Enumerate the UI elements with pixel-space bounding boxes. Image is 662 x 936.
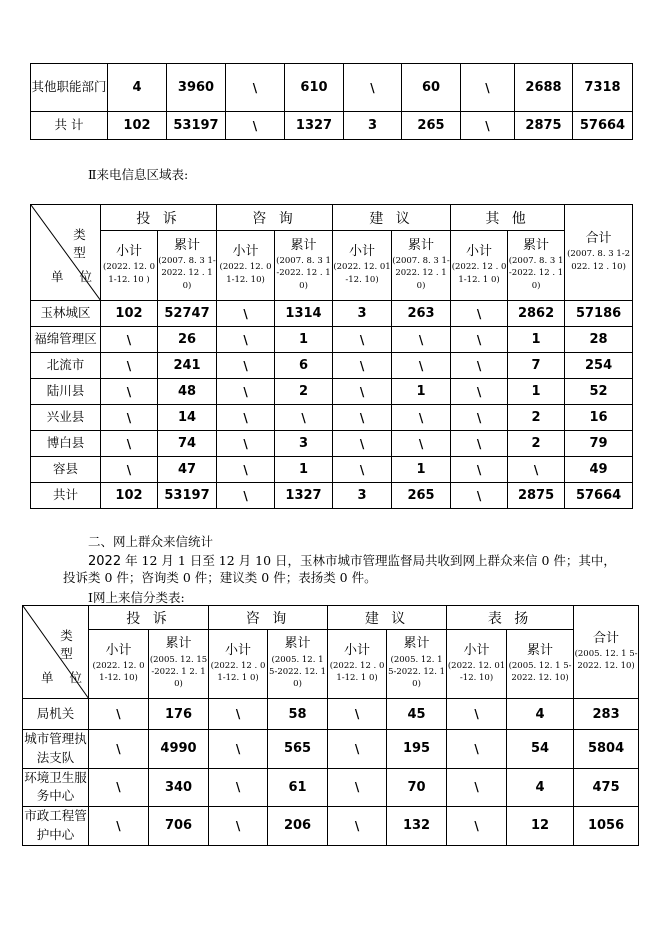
table-cell: 49	[565, 457, 633, 483]
table-cell: \	[217, 483, 275, 509]
table-cell: \	[451, 353, 508, 379]
table-cell: 176	[149, 699, 209, 730]
table-cell: \	[101, 405, 158, 431]
table-cell: \	[451, 301, 508, 327]
sub-header-range: (2007. 8. 3 1-2022. 12 . 10)	[508, 256, 564, 291]
table-cell: 1056	[574, 807, 639, 846]
table-row	[31, 405, 633, 431]
table-cell: 1	[392, 457, 451, 483]
table-cell: 3	[333, 483, 392, 509]
row-unit-label: 共 计	[31, 112, 108, 140]
table-cell: \	[101, 431, 158, 457]
section-2-paragraph-line-2: 投诉类 0 件；咨询类 0 件；建议类 0 件；表扬类 0 件。	[63, 570, 377, 585]
sub-header-range: (2007. 8. 3 1-2022. 12 . 10)	[158, 256, 216, 291]
table-cell: 60	[402, 64, 461, 112]
table-cell: 610	[285, 64, 344, 112]
table-cell: 475	[574, 768, 639, 807]
sub-header	[209, 630, 268, 699]
row-unit-label: 共计	[31, 483, 101, 509]
table-cell: \	[333, 457, 392, 483]
table-cell: \	[333, 405, 392, 431]
sub-header-range: (2022. 12 . 01-12. 1 0)	[451, 262, 507, 285]
section-2-heading: 二、网上群众来信统计	[88, 534, 214, 549]
sub-header	[387, 630, 447, 699]
group-header-suggest: 建 议	[333, 205, 451, 231]
table-cell: \	[451, 327, 508, 353]
table-cell: \	[226, 64, 285, 112]
sub-header	[333, 231, 392, 301]
table-cell: \	[447, 807, 507, 846]
table-cell: \	[209, 807, 268, 846]
row-unit-label: 其他职能部门	[31, 64, 108, 112]
table-cell: 4	[507, 768, 574, 807]
table-cell: \	[217, 353, 275, 379]
table-cell: \	[451, 483, 508, 509]
table-cell: 340	[149, 768, 209, 807]
sub-header	[275, 231, 333, 301]
sub-header-label: 小计	[115, 244, 142, 260]
table-cell: 265	[402, 112, 461, 140]
table-cell: \	[451, 457, 508, 483]
table-cell: \	[217, 327, 275, 353]
table-cell: 5804	[574, 730, 639, 769]
table-cell: \	[447, 699, 507, 730]
total-header	[574, 606, 639, 699]
table-cell: \	[333, 431, 392, 457]
sub-header-range: (2022. 12. 01-12. 10 )	[103, 262, 155, 285]
table-cell: 1	[508, 379, 565, 405]
table-cell: \	[328, 730, 387, 769]
sub-header	[217, 231, 275, 301]
table-cell: \	[451, 379, 508, 405]
table-row	[23, 807, 639, 846]
table-cell: \	[101, 327, 158, 353]
table-cell: 1	[275, 327, 333, 353]
table-cell: \	[392, 353, 451, 379]
table-cell: 3	[275, 431, 333, 457]
table-cell: 1327	[285, 112, 344, 140]
table-cell: 102	[108, 112, 167, 140]
table-cell: \	[451, 431, 508, 457]
row-unit-label: 局机关	[23, 699, 89, 730]
table-cell: 265	[392, 483, 451, 509]
group-header-suggest: 建 议	[328, 606, 447, 630]
table-cell: \	[392, 431, 451, 457]
table-cell: 2688	[515, 64, 573, 112]
table-cell: 4990	[149, 730, 209, 769]
para-line-1-text: 年 12 月 1 日至 12 月 10 日，玉林市城市管理监督局共收到网上群众来信 0 件；其中，	[121, 553, 616, 568]
row-unit-label: 兴业县	[31, 405, 101, 431]
row-unit-label: 博白县	[31, 431, 101, 457]
table-2-region	[30, 204, 633, 509]
table-cell: 102	[101, 301, 158, 327]
table-cell: 26	[158, 327, 217, 353]
table-cell: 57664	[573, 112, 633, 140]
table-cell: \	[101, 379, 158, 405]
sub-header-range: (2007. 8. 3 1-2022. 12 . 10)	[392, 256, 450, 291]
corner-cell	[23, 606, 89, 699]
para-year: 2022	[88, 554, 122, 569]
sub-header-range: (2022. 12 . 01-12. 1 0)	[329, 660, 385, 684]
sub-header-label: 小计	[344, 642, 371, 658]
table-row	[31, 431, 633, 457]
table-cell: 54	[507, 730, 574, 769]
table-cell: \	[447, 768, 507, 807]
table-cell: \	[209, 768, 268, 807]
table-cell: \	[275, 405, 333, 431]
sub-header	[149, 630, 209, 699]
sub-header	[158, 231, 217, 301]
group-header-other: 其 他	[451, 205, 565, 231]
table-cell: 2	[275, 379, 333, 405]
table-cell: 28	[565, 327, 633, 353]
sub-header-label: 小计	[225, 642, 252, 658]
sub-header-range: (2022. 12. 0 1-12. 10)	[92, 660, 145, 684]
table-cell: \	[392, 405, 451, 431]
table-cell: 16	[565, 405, 633, 431]
group-header-consult: 咨 询	[209, 606, 328, 630]
table-cell: 12	[507, 807, 574, 846]
table-cell: \	[217, 379, 275, 405]
table-cell: \	[344, 64, 402, 112]
table-cell: 79	[565, 431, 633, 457]
table-cell: \	[328, 807, 387, 846]
table-cell: 132	[387, 807, 447, 846]
total-header	[565, 205, 633, 301]
sub-header-label: 累计	[403, 636, 430, 652]
sub-header-label: 累计	[527, 642, 554, 658]
sub-header	[268, 630, 328, 699]
sub-header-label: 小计	[349, 244, 376, 260]
sub-header-label: 小计	[232, 244, 259, 260]
table-cell: 3	[344, 112, 402, 140]
corner-type-label: 类 型	[73, 227, 92, 260]
table-row	[31, 64, 633, 112]
sub-header-range: (2022. 12. 01-12. 10)	[447, 660, 506, 684]
table-cell: \	[508, 457, 565, 483]
table-cell: \	[333, 379, 392, 405]
table-cell: 45	[387, 699, 447, 730]
table-cell: 1	[275, 457, 333, 483]
total-header-label: 合计	[593, 630, 620, 646]
total-header-range: (2005. 12. 1 5-2022. 12. 10)	[574, 648, 638, 672]
table-row	[31, 112, 633, 140]
sub-header-range: (2005. 12. 1 5-2022. 12. 10)	[388, 654, 446, 690]
table-cell: \	[333, 327, 392, 353]
row-unit-label: 城市管理执法支队	[23, 730, 89, 769]
table-cell: \	[89, 807, 149, 846]
table-cell: 1327	[275, 483, 333, 509]
table-cell: \	[217, 405, 275, 431]
table-cell: 61	[268, 768, 328, 807]
table-cell: 14	[158, 405, 217, 431]
sub-header	[447, 630, 507, 699]
table-cell: \	[209, 730, 268, 769]
table-cell: \	[101, 457, 158, 483]
table-cell: \	[392, 327, 451, 353]
table-cell: \	[209, 699, 268, 730]
table-cell: 263	[392, 301, 451, 327]
sub-header-label: 累计	[523, 237, 550, 253]
table-cell: \	[101, 353, 158, 379]
sub-header	[507, 630, 574, 699]
corner-unit-label: 单 位	[51, 269, 98, 284]
table-row	[23, 730, 639, 769]
table-cell: \	[461, 112, 515, 140]
table-row	[31, 327, 633, 353]
table-cell: 2	[508, 431, 565, 457]
table-cell: 1	[508, 327, 565, 353]
table-cell: \	[328, 699, 387, 730]
table-cell: 7318	[573, 64, 633, 112]
sub-header-label: 小计	[463, 642, 490, 658]
sub-header-range: (2005. 12. 15-2022. 1 2. 10)	[149, 654, 208, 690]
table-cell: 7	[508, 353, 565, 379]
table-3-online	[22, 605, 639, 846]
section-2-paragraph-line-1	[88, 551, 616, 569]
sub-header-range: (2022. 12. 01-12. 10)	[219, 262, 272, 285]
table-row	[31, 457, 633, 483]
row-unit-label: 福绵管理区	[31, 327, 101, 353]
table-cell: \	[89, 699, 149, 730]
table-cell: \	[226, 112, 285, 140]
group-header-complaint: 投 诉	[101, 205, 217, 231]
group-header-consult: 咨 询	[217, 205, 333, 231]
table-row	[31, 301, 633, 327]
table-1-tail	[30, 63, 633, 140]
table-cell: 70	[387, 768, 447, 807]
table-row	[31, 353, 633, 379]
table-row	[23, 768, 639, 807]
sub-header-label: 累计	[165, 636, 192, 652]
row-unit-label: 陆川县	[31, 379, 101, 405]
table-2-caption: Ⅱ来电信息区域表:	[88, 167, 189, 182]
sub-header	[101, 231, 158, 301]
corner-type-label: 类 型	[60, 628, 79, 661]
table-row	[31, 483, 633, 509]
sub-header-label: 小计	[466, 244, 493, 260]
sub-header-range: (2007. 8. 3 1-2022. 12 . 10)	[276, 256, 331, 291]
table-cell: 48	[158, 379, 217, 405]
table-cell: \	[328, 768, 387, 807]
sub-header	[451, 231, 508, 301]
table-cell: 3960	[167, 64, 226, 112]
table-cell: 52	[565, 379, 633, 405]
table-row	[23, 699, 639, 730]
sub-header-range: (2005. 12. 1 5-2022. 12. 10)	[508, 660, 572, 684]
table-cell: 6	[275, 353, 333, 379]
sub-header-range: (2022. 12 . 01-12. 1 0)	[210, 660, 266, 684]
table-cell: 2875	[508, 483, 565, 509]
row-unit-label: 北流市	[31, 353, 101, 379]
table-cell: 195	[387, 730, 447, 769]
table-cell: 58	[268, 699, 328, 730]
table-3-caption: Ⅰ网上来信分类表:	[88, 590, 185, 605]
total-header-range: (2007. 8. 3 1-2022. 12 . 10)	[567, 249, 631, 272]
table-cell: 74	[158, 431, 217, 457]
table-cell: 57664	[565, 483, 633, 509]
sub-header-range: (2005. 12. 1 5-2022. 12. 10)	[269, 654, 326, 690]
corner-unit-label: 单 位	[41, 670, 88, 685]
sub-header	[508, 231, 565, 301]
group-header-praise: 表 扬	[447, 606, 574, 630]
table-cell: 1314	[275, 301, 333, 327]
sub-header-range: (2022. 12. 01-12. 10)	[333, 262, 391, 285]
table-cell: 52747	[158, 301, 217, 327]
table-cell: 102	[101, 483, 158, 509]
table-row	[31, 379, 633, 405]
table-cell: \	[461, 64, 515, 112]
table-cell: 4	[507, 699, 574, 730]
table-cell: \	[217, 457, 275, 483]
sub-header-label: 小计	[105, 642, 132, 658]
row-unit-label: 容县	[31, 457, 101, 483]
table-cell: 3	[333, 301, 392, 327]
sub-header	[392, 231, 451, 301]
row-unit-label: 市政工程管护中心	[23, 807, 89, 846]
table-cell: 2	[508, 405, 565, 431]
table-cell: \	[217, 301, 275, 327]
table-cell: 57186	[565, 301, 633, 327]
table-cell: 565	[268, 730, 328, 769]
table-cell: 706	[149, 807, 209, 846]
table-cell: 53197	[167, 112, 226, 140]
table-cell: 47	[158, 457, 217, 483]
sub-header	[89, 630, 149, 699]
sub-header-label: 累计	[290, 237, 317, 253]
table-cell: 2862	[508, 301, 565, 327]
corner-cell	[31, 205, 101, 301]
table-cell: \	[89, 730, 149, 769]
table-cell: \	[451, 405, 508, 431]
table-cell: 1	[392, 379, 451, 405]
table-cell: 2875	[515, 112, 573, 140]
table-cell: 241	[158, 353, 217, 379]
sub-header	[328, 630, 387, 699]
table-cell: 206	[268, 807, 328, 846]
group-header-complaint: 投 诉	[89, 606, 209, 630]
table-cell: \	[217, 431, 275, 457]
table-cell: \	[89, 768, 149, 807]
table-cell: 254	[565, 353, 633, 379]
sub-header-label: 累计	[408, 237, 435, 253]
sub-header-label: 累计	[174, 237, 201, 253]
table-cell: 53197	[158, 483, 217, 509]
table-cell: \	[447, 730, 507, 769]
table-cell: 4	[108, 64, 167, 112]
table-cell: \	[333, 353, 392, 379]
total-header-label: 合计	[585, 231, 612, 247]
row-unit-label: 环境卫生服务中心	[23, 768, 89, 807]
table-cell: 283	[574, 699, 639, 730]
row-unit-label: 玉林城区	[31, 301, 101, 327]
sub-header-label: 累计	[284, 636, 311, 652]
